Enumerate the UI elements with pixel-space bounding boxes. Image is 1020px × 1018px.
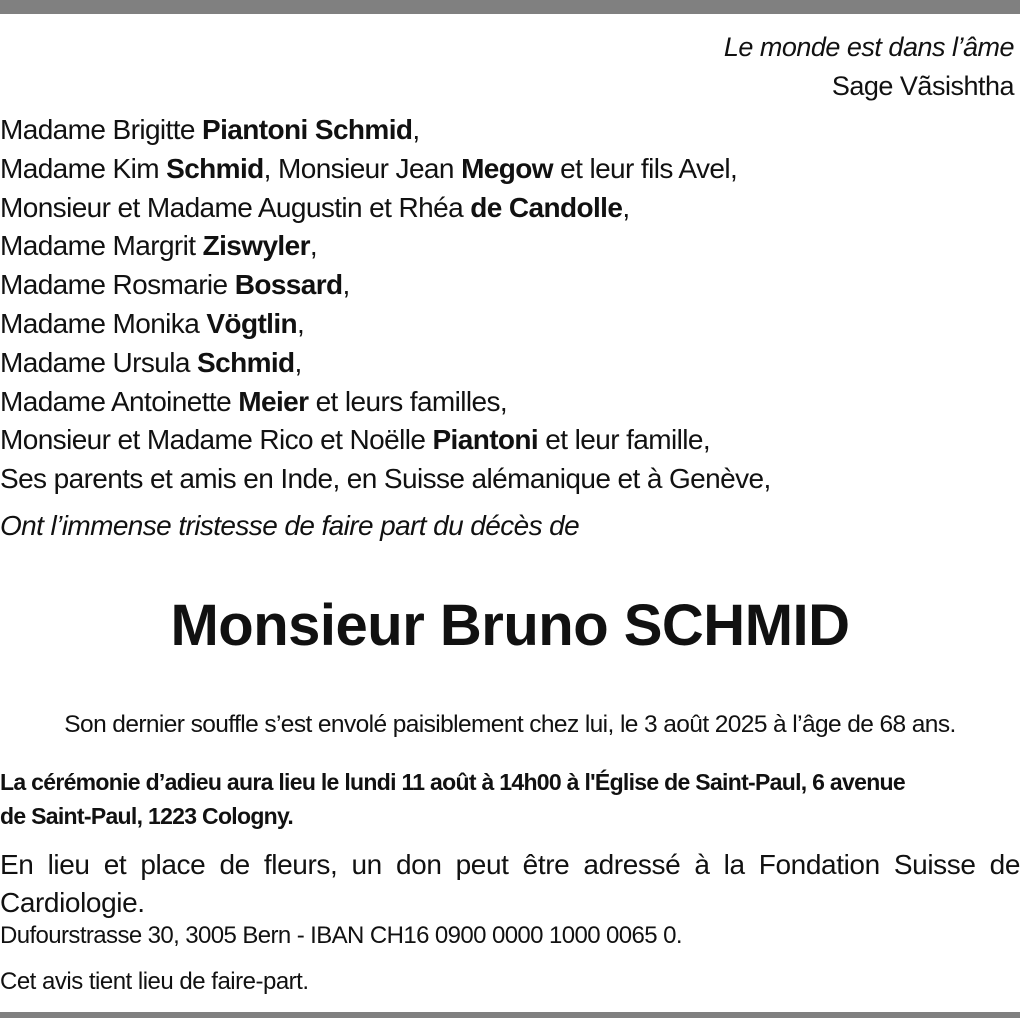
ceremony-line: de Saint-Paul, 1223 Cologny. [0, 803, 294, 829]
mourner-text: , [309, 230, 318, 262]
mourner-surname: Vögtlin [206, 307, 298, 339]
mourner-text: Madame Monika [0, 307, 207, 339]
ceremony-details [0, 765, 1020, 833]
mourner-line [0, 189, 1020, 228]
bank-details: Dufourstrasse 30, 3005 Bern - IBAN CH16 0900 0000 1000 0065 0. [0, 922, 682, 949]
mourner-text: Monsieur et Madame Rico et Noëlle [0, 424, 433, 456]
notice-line: Cet avis tient lieu de faire-part. [0, 968, 309, 995]
mourner-text: , [297, 307, 305, 339]
mourner-surname: Schmid [166, 152, 264, 184]
mourner-text: et leurs familles, [308, 385, 508, 417]
mourner-line [0, 227, 1020, 266]
mourner-surname: Piantoni Schmid [202, 114, 413, 145]
mourner-text: , [622, 191, 630, 223]
mourner-line [0, 421, 1020, 460]
mourner-surname: Ziswyler [202, 230, 310, 262]
ceremony-line: La cérémonie d’adieu aura lieu le lundi 11 août à 14h00 à l'Église de Saint-Paul, 6 avenue [0, 769, 905, 795]
mourner-line [0, 305, 1020, 344]
announcement-line: Ont l’immense tristesse de faire part du décès de [0, 510, 580, 541]
mourner-line [0, 344, 1020, 383]
mourner-line [0, 266, 1020, 305]
mourner-text: Madame Antoinette [0, 385, 239, 417]
mourner-surname: Piantoni [432, 424, 539, 456]
mourner-line [0, 111, 1020, 150]
mourner-text: Madame Kim [0, 152, 167, 184]
bottom-divider [0, 1012, 1020, 1018]
mourner-line [0, 460, 1020, 499]
mourner-line [0, 383, 1020, 422]
epigraph-quote: Le monde est dans l’âme [723, 32, 1014, 62]
mourners-list [0, 111, 1020, 499]
mourner-surname: de Candolle [470, 191, 623, 223]
epigraph-author: Sage Vãsishtha [831, 71, 1014, 101]
mourner-text: Ses parents et amis en Inde, en Suisse alémanique et à Genève, [0, 463, 771, 495]
mourner-surname: Bossard [234, 269, 343, 301]
mourner-text: Madame Rosmarie [0, 269, 235, 301]
mourner-line [0, 150, 1020, 189]
mourner-text: , [294, 346, 302, 378]
mourner-surname: Schmid [197, 346, 295, 378]
mourner-text: Madame Ursula [0, 346, 198, 378]
epigraph [724, 28, 1014, 106]
mourner-text: Madame Brigitte [0, 114, 203, 145]
mourner-surname: Megow [461, 152, 553, 184]
top-divider [0, 0, 1020, 14]
donation-paragraph: En lieu et place de fleurs, un don peut être adressé à la Fondation Suisse de Cardiologie. [0, 849, 1020, 918]
mourner-text: , [342, 269, 350, 301]
deceased-name: Monsieur Bruno SCHMID [170, 593, 850, 658]
mourner-text: , [412, 114, 420, 145]
mourner-text: et leur famille, [538, 424, 710, 456]
mourner-text: et leur fils Avel, [552, 152, 738, 184]
mourner-surname: Meier [238, 385, 309, 417]
mourner-text: , Monsieur Jean [263, 152, 462, 184]
mourner-text: Monsieur et Madame Augustin et Rhéa [0, 191, 471, 223]
mourner-text: Madame Margrit [0, 230, 203, 262]
passing-details: Son dernier souffle s’est envolé paisiblement chez lui, le 3 août 2025 à l’âge de 68 ans. [64, 711, 956, 738]
